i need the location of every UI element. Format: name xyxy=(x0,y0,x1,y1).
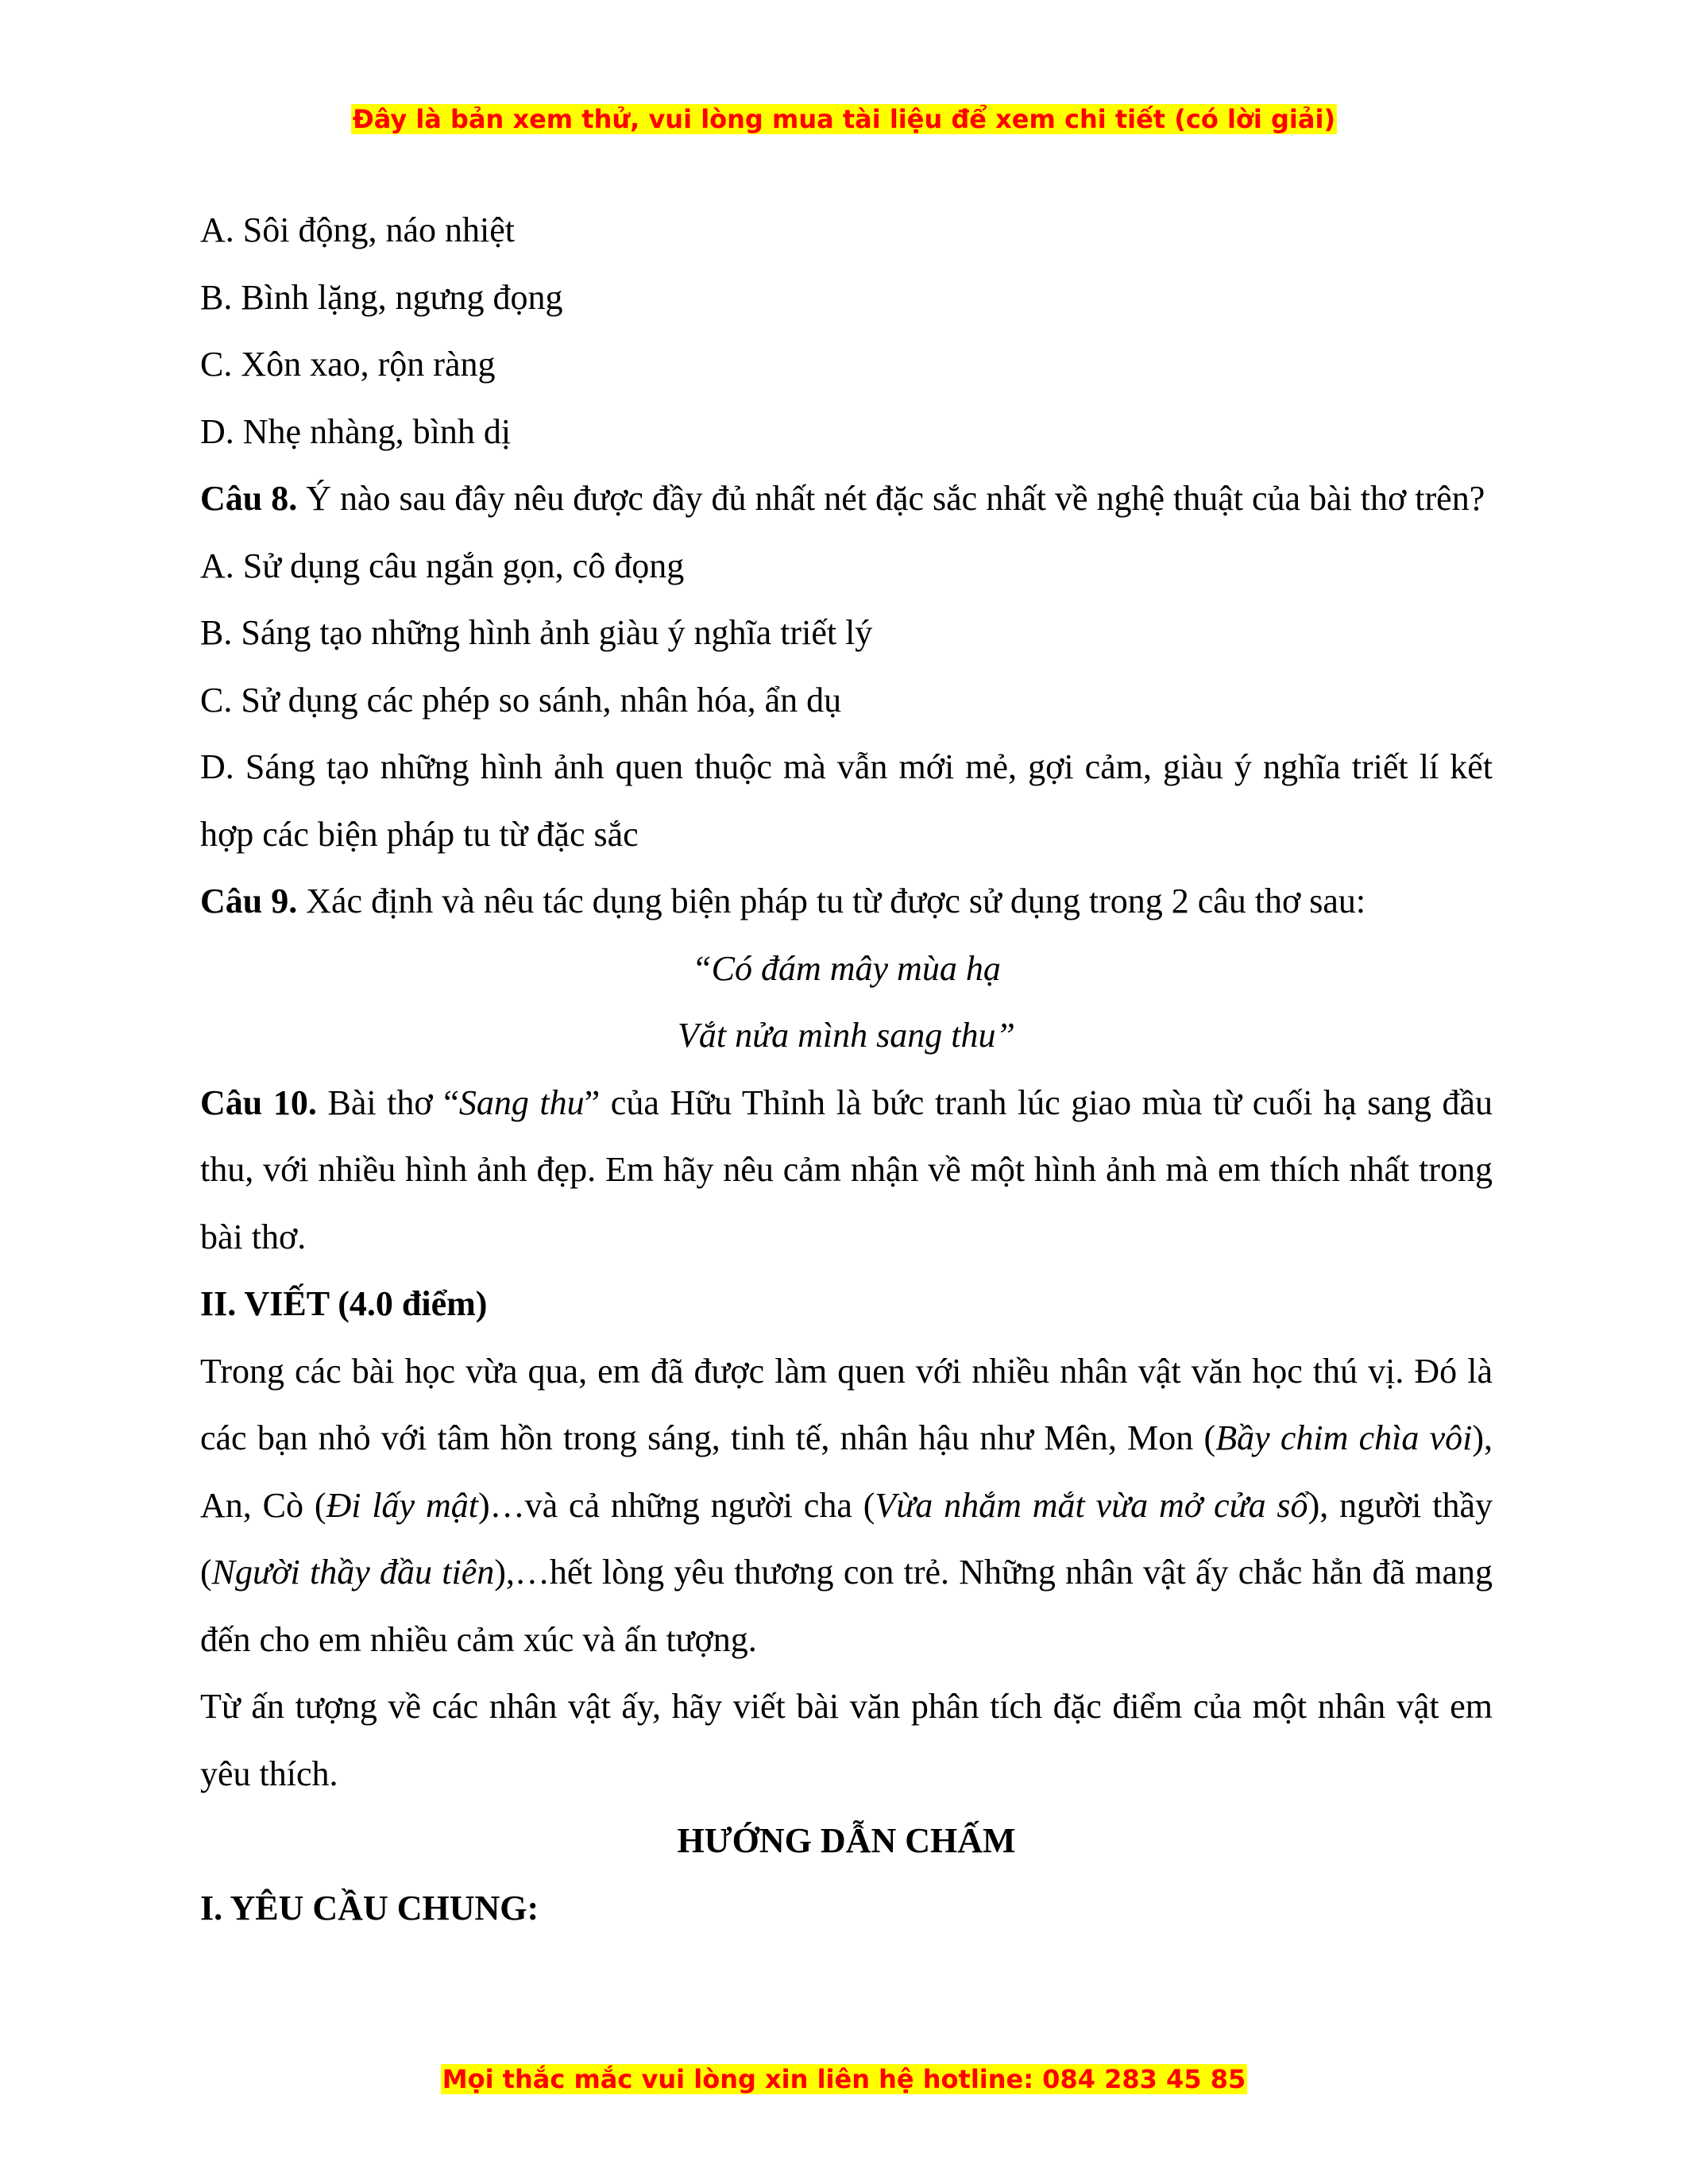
q8-option-d: D. Sáng tạo những hình ảnh quen thuộc mà vẫn mới mẻ, gợi cảm, giàu ý nghĩa triết lí kết hợp các biện pháp tu từ đặc sắc xyxy=(200,747,1493,854)
document-body xyxy=(200,197,1493,1942)
q7-option-b: B. Bình lặng, ngưng đọng xyxy=(200,277,563,317)
section-2-paragraph-1: Trong các bài học vừa qua, em đã được làm quen với nhiều nhân vật văn học thú vị. Đó là các bạn nhỏ với tâm hồn trong sáng, tinh tế, nhân hậu như Mên, Mon (Bầy chim chìa vôi), An, Cò (Đi lấy mật)…và cả những người cha (Vừa nhắm mắt vừa mở cửa sổ), người thầy (Người thầy đầu tiên),…hết lòng yêu thương con trẻ. Những nhân vật ấy chắc hẳn đã mang đến cho em nhiều cảm xúc và ấn tượng. xyxy=(200,1351,1493,1659)
q7-option-a: A. Sôi động, náo nhiệt xyxy=(200,210,515,249)
question-8-label: Câu 8. xyxy=(200,479,298,518)
requirements-heading: I. YÊU CẦU CHUNG: xyxy=(200,1888,539,1927)
guide-heading: HƯỚNG DẪN CHẤM xyxy=(677,1821,1016,1860)
hotline-banner: Mọi thắc mắc vui lòng xin liên hệ hotline: 084 283 45 85 xyxy=(442,2064,1246,2094)
section-2-heading: II. VIẾT (4.0 điểm) xyxy=(200,1284,488,1323)
q8-option-a: A. Sử dụng câu ngắn gọn, cô đọng xyxy=(200,546,685,585)
q7-option-d: D. Nhẹ nhàng, bình dị xyxy=(200,411,512,451)
section-2-paragraph-2: Từ ấn tượng về các nhân vật ấy, hãy viết bài văn phân tích đặc điểm của một nhân vật em yêu thích. xyxy=(200,1687,1493,1793)
verse-line-2: Vắt nửa mình sang thu” xyxy=(678,1016,1015,1055)
preview-notice-banner: Đây là bản xem thử, vui lòng mua tài liệu để xem chi tiết (có lời giải) xyxy=(352,104,1336,134)
q7-option-c: C. Xôn xao, rộn ràng xyxy=(200,345,496,384)
question-9-label: Câu 9. xyxy=(200,882,298,920)
q8-option-c: C. Sử dụng các phép so sánh, nhân hóa, ẩn dụ xyxy=(200,680,842,720)
question-9: Câu 9. Xác định và nêu tác dụng biện pháp tu từ được sử dụng trong 2 câu thơ sau: xyxy=(200,882,1366,920)
q8-option-b: B. Sáng tạo những hình ảnh giàu ý nghĩa triết lý xyxy=(200,613,873,652)
question-10: Câu 10. Bài thơ “Sang thu” của Hữu Thỉnh là bức tranh lúc giao mùa từ cuối hạ sang đầu thu, với nhiều hình ảnh đẹp. Em hãy nêu cảm nhận về một hình ảnh mà em thích nhất trong bài thơ. xyxy=(200,1082,1493,1256)
verse-line-1: “Có đám mây mùa hạ xyxy=(692,948,1001,988)
question-8: Câu 8. Ý nào sau đây nêu được đầy đủ nhất nét đặc sắc nhất về nghệ thuật của bài thơ trên? xyxy=(200,479,1485,518)
question-10-label: Câu 10. xyxy=(200,1082,317,1122)
